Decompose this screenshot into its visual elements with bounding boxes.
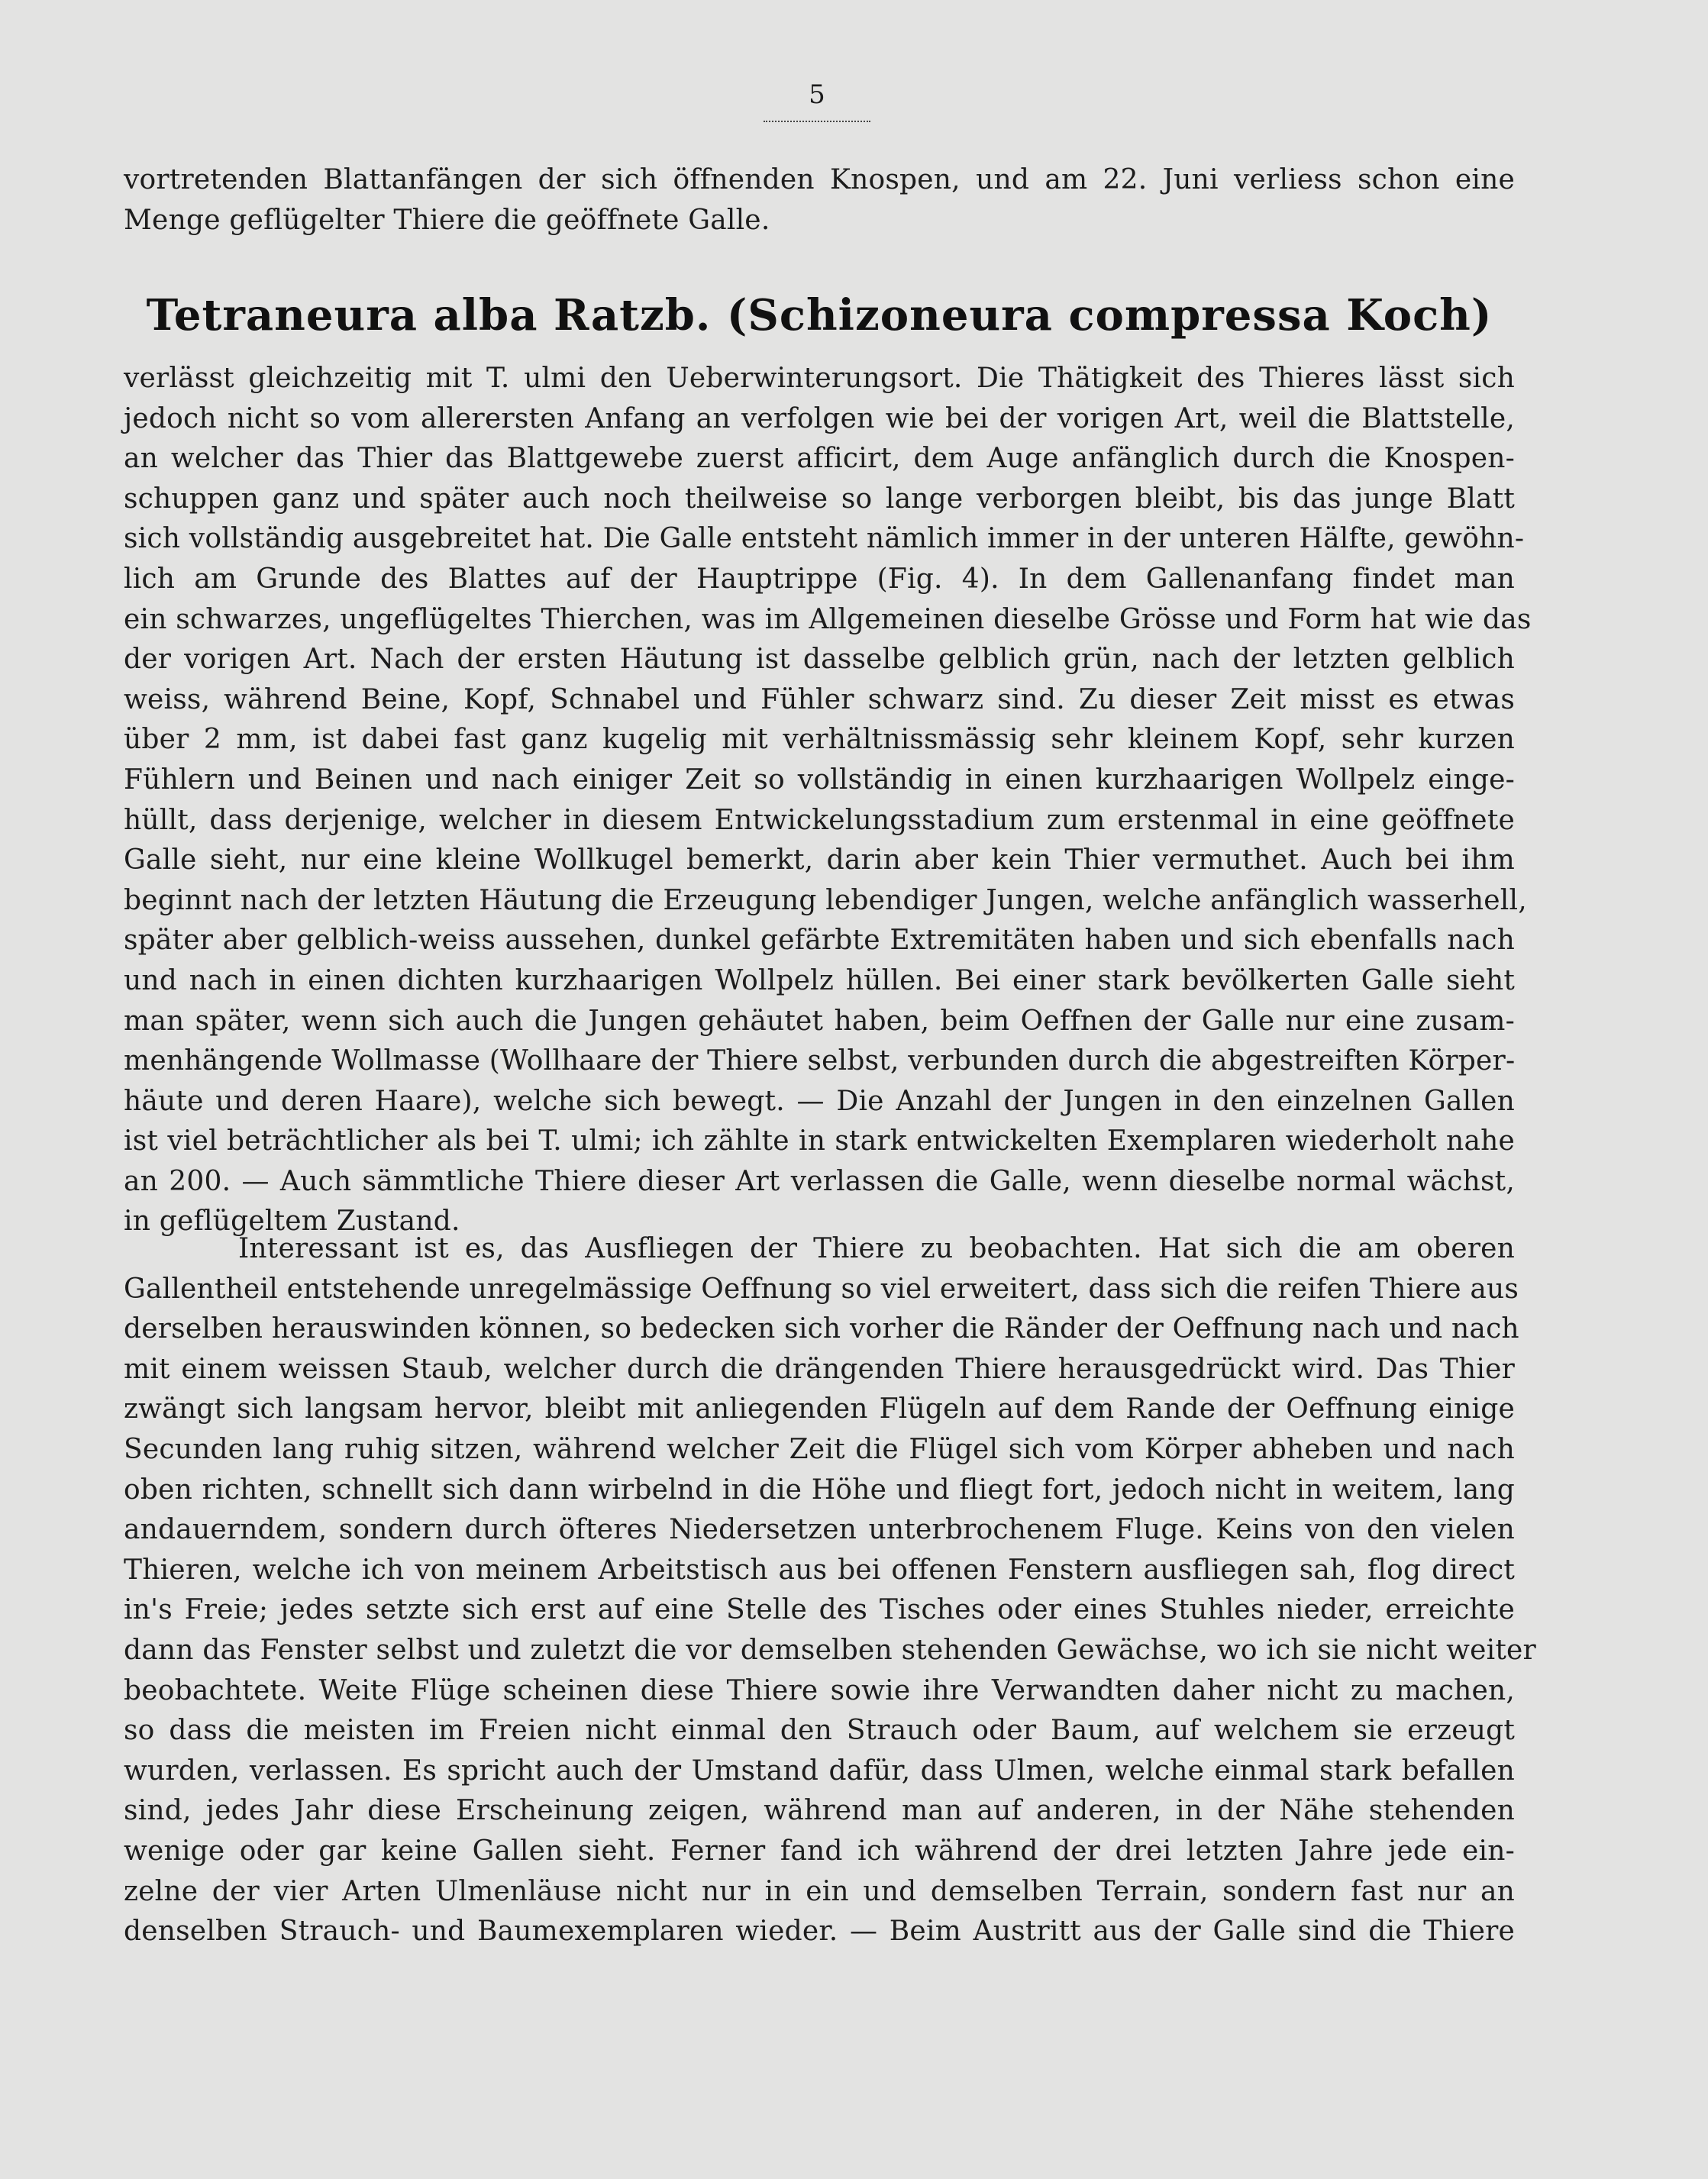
text-line: Interessant ist es, das Ausfliegen der Thiere zu beobachten. Hat sich die am oberen	[238, 1233, 1515, 1264]
text-line: beginnt nach der letzten Häutung die Erzeugung lebendiger Jungen, welche anfänglich wasserhell,	[124, 884, 1527, 916]
text-line: wurden, verlassen. Es spricht auch der Umstand dafür, dass Ulmen, welche einmal stark befallen	[124, 1754, 1515, 1787]
text-line: mit einem weissen Staub, welcher durch die drängenden Thiere herausgedrückt wird. Das Thier	[124, 1353, 1515, 1385]
text-line: zwängt sich langsam hervor, bleibt mit anliegenden Flügeln auf dem Rande der Oeffnung einige	[124, 1393, 1515, 1425]
text-line: wenige oder gar keine Gallen sieht. Ferner fand ich während der drei letzten Jahre jede ein-	[124, 1835, 1515, 1867]
text-line: verlässt gleichzeitig mit T. ulmi den Ueberwinterungsort. Die Thätigkeit des Thieres lässt sich	[124, 363, 1515, 394]
text-line: sind, jedes Jahr diese Erscheinung zeigen, während man auf anderen, in der Nähe stehenden	[124, 1795, 1515, 1827]
page-number: 5	[809, 79, 825, 110]
text-line: ein schwarzes, ungeflügeltes Thierchen, was im Allgemeinen dieselbe Grösse und Form hat wie das	[124, 603, 1532, 635]
text-line: schuppen ganz und später auch noch theilweise so lange verborgen bleibt, bis das junge Blatt	[124, 483, 1515, 515]
text-line: an 200. — Auch sämmtliche Thiere dieser Art verlassen die Galle, wenn dieselbe normal wächst,	[124, 1165, 1515, 1197]
text-line: Gallentheil entstehende unregelmässige Oeffnung so viel erweitert, dass sich die reifen Thiere aus	[124, 1273, 1519, 1305]
paragraph-1	[124, 359, 1532, 1242]
text-line: oben richten, schnellt sich dann wirbelnd in die Höhe und fliegt fort, jedoch nicht in weitem, lang	[124, 1474, 1515, 1506]
text-line: und nach in einen dichten kurzhaarigen Wollpelz hüllen. Bei einer stark bevölkerten Galle sieht	[124, 964, 1515, 996]
text-line: Menge geflügelter Thiere die geöffnete Galle.	[124, 204, 770, 236]
text-line: in geflügeltem Zustand.	[124, 1206, 460, 1238]
text-line: über 2 mm, ist dabei fast ganz kugelig mit verhältnissmässig sehr kleinem Kopf, sehr kurzen	[124, 724, 1515, 756]
text-line: Fühlern und Beinen und nach einiger Zeit so vollständig in einen kurzhaarigen Wollpelz einge-	[124, 763, 1515, 796]
text-line: zelne der vier Arten Ulmenläuse nicht nur in ein und demselben Terrain, sondern fast nur an	[124, 1875, 1515, 1907]
text-line: der vorigen Art. Nach der ersten Häutung ist dasselbe gelblich grün, nach der letzten gelblich	[124, 644, 1515, 676]
text-line: beobachtete. Weite Flüge scheinen diese Thiere sowie ihre Verwandten daher nicht zu machen,	[124, 1674, 1515, 1706]
text-line: Secunden lang ruhig sitzen, während welcher Zeit die Flügel sich vom Körper abheben und nach	[124, 1433, 1515, 1465]
section-heading: Tetraneura alba Ratzb. (Schizoneura compressa Koch)	[146, 290, 1493, 341]
text-line: lich am Grunde des Blattes auf der Hauptrippe (Fig. 4). In dem Gallenanfang findet man	[124, 563, 1515, 595]
text-line: hüllt, dass derjenige, welcher in diesem Entwickelungsstadium zum erstenmal in eine geöffnete	[124, 804, 1515, 836]
text-line: andauerndem, sondern durch öfteres Niedersetzen unterbrochenem Fluge. Keins von den vielen	[124, 1514, 1515, 1546]
text-line: weiss, während Beine, Kopf, Schnabel und Fühler schwarz sind. Zu dieser Zeit misst es etwas	[124, 683, 1515, 715]
text-line: an welcher das Thier das Blattgewebe zuerst afficirt, dem Auge anfänglich durch die Knospen-	[124, 443, 1515, 475]
text-line: in's Freie; jedes setzte sich erst auf eine Stelle des Tisches oder eines Stuhles nieder, erreichte	[124, 1594, 1515, 1626]
text-line: Galle sieht, nur eine kleine Wollkugel bemerkt, darin aber kein Thier vermuthet. Auch bei ihm	[124, 844, 1515, 876]
page-number-ornament	[764, 116, 870, 122]
text-line: häute und deren Haare), welche sich bewegt. — Die Anzahl der Jungen in den einzelnen Gallen	[124, 1085, 1515, 1117]
text-line: vortretenden Blattanfängen der sich öffnenden Knospen, und am 22. Juni verliess schon eine	[124, 164, 1515, 195]
text-line: sich vollständig ausgebreitet hat. Die Galle entsteht nämlich immer in der unteren Hälfte, gewöhn-	[124, 523, 1525, 555]
text-line: man später, wenn sich auch die Jungen gehäutet haben, beim Oeffnen der Galle nur eine zusam-	[124, 1005, 1515, 1037]
text-line: derselben herauswinden können, so bedecken sich vorher die Ränder der Oeffnung nach und nach	[124, 1313, 1519, 1345]
text-line: denselben Strauch- und Baumexemplaren wieder. — Beim Austritt aus der Galle sind die Thiere	[124, 1916, 1515, 1948]
text-line: menhängende Wollmasse (Wollhaare der Thiere selbst, verbunden durch die abgestreiften Körper-	[124, 1045, 1516, 1077]
text-line: so dass die meisten im Freien nicht einmal den Strauch oder Baum, auf welchem sie erzeugt	[124, 1715, 1515, 1747]
text-line: Thieren, welche ich von meinem Arbeitstisch aus bei offenen Fenstern ausfliegen sah, flog direct	[124, 1554, 1515, 1586]
text-line: ist viel beträchtlicher als bei T. ulmi; ich zählte in stark entwickelten Exemplaren wiederholt nahe	[124, 1125, 1515, 1157]
paragraph-2	[124, 1229, 1536, 1952]
text-line: dann das Fenster selbst und zuletzt die vor demselben stehenden Gewächse, wo ich sie nicht weiter	[124, 1634, 1536, 1666]
text-line: später aber gelblich-weiss aussehen, dunkel gefärbte Extremitäten haben und sich ebenfalls nach	[124, 925, 1515, 957]
intro-paragraph	[124, 160, 1515, 240]
text-line: jedoch nicht so vom allerersten Anfang an verfolgen wie bei der vorigen Art, weil die Blattstelle,	[124, 402, 1515, 434]
